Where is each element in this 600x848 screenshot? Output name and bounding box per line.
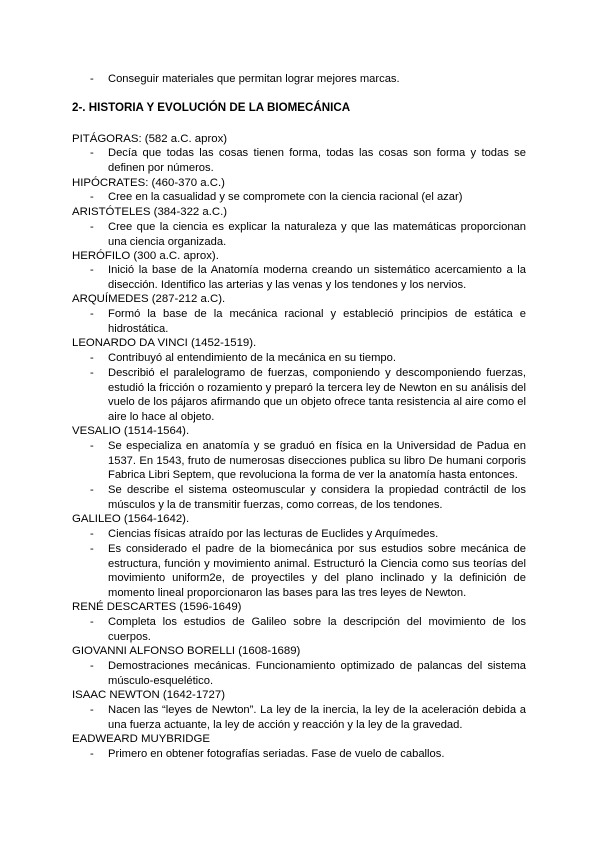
bullet-dash: -	[90, 221, 94, 233]
bullet-dash: -	[90, 660, 94, 672]
entry-head-hipocrates: HIPÓCRATES: (460-370 a.C.)	[72, 177, 225, 189]
bullet-text: Contribuyó al entendimiento de la mecánica en su tiempo.	[108, 352, 396, 364]
bullet-text: Cree en la casualidad y se compromete con la ciencia racional (el azar)	[108, 191, 463, 203]
bullet-dash: -	[90, 308, 94, 320]
bullet-dash: -	[90, 352, 94, 364]
bullet-dash: -	[90, 440, 94, 452]
entry-head-aristoteles: ARISTÓTELES (384-322 a.C.)	[72, 206, 228, 218]
bullet-dash: -	[90, 704, 94, 716]
bullet-text: Completa los estudios de Galileo sobre la descripción del movimiento de los cuerpos.	[108, 616, 526, 643]
bullet-dash: -	[90, 147, 94, 159]
entry-head-borelli: GIOVANNI ALFONSO BORELLI (1608-1689)	[72, 645, 301, 657]
bullet-text: Se describe el sistema osteomuscular y considera la propiedad contráctil de los músculos y la de transmitir fuerzas, como correas, de los tendones.	[108, 484, 526, 511]
entry-head-herofilo: HERÓFILO (300 a.C. aprox).	[72, 250, 219, 262]
bullet-text: Inició la base de la Anatomía moderna creando un sistemático acercamiento a la disección. Identifico las arterias y las venas y los tendones y los nervios.	[108, 264, 526, 291]
bullet-dash: -	[90, 748, 94, 760]
entry-head-galileo: GALILEO (1564-1642).	[72, 513, 190, 525]
intro-bullet-text: Conseguir materiales que permitan lograr mejores marcas.	[108, 73, 400, 85]
bullet-dash: -	[90, 264, 94, 276]
bullet-text: Describió el paralelogramo de fuerzas, componiendo y descomponiendo fuerzas, estudió la fricción o rozamiento y preparó la tercera ley de Newton en su análisis del vuelo de los pájaros afirmando que un objeto ofrece tanta resistencia al aire como el aire lo hace al objeto.	[108, 367, 526, 423]
bullet-text: Primero en obtener fotografías seriadas. Fase de vuelo de caballos.	[108, 748, 445, 760]
bullet-text: Formó la base de la mecánica racional y estableció principios de estática e hidrostática.	[108, 308, 526, 335]
bullet-text: Demostraciones mecánicas. Funcionamiento optimizado de palancas del sistema músculo-esquelético.	[108, 660, 526, 687]
entry-head-descartes: RENÉ DESCARTES (1596-1649)	[72, 601, 242, 613]
bullet-text: Es considerado el padre de la biomecánica por sus estudios sobre mecánica de estructura, función y movimiento animal. Estructuró la Ciencia como sus teorías del movimiento uniform2e, de proyectiles y del plano inclinado y la definición de momento lineal proporcionaron las bases para las tres leyes de Newton.	[108, 543, 526, 599]
entry-head-vesalio: VESALIO (1514-1564).	[72, 425, 190, 437]
bullet-text: Se especializa en anatomía y se graduó en física en la Universidad de Padua en 1537. En 1543, fruto de numerosas disecciones publica su libro De humani corporis Fabrica Libri Septem, que revoluciona la forma de ver la anatomía hasta entonces.	[108, 440, 526, 482]
entry-head-pitagoras: PITÁGORAS: (582 a.C. aprox)	[72, 133, 228, 145]
entry-head-arquimedes: ARQUÍMEDES (287-212 a.C).	[72, 293, 226, 305]
bullet-dash: -	[90, 73, 94, 85]
bullet-dash: -	[90, 616, 94, 628]
section-title: 2-. HISTORIA Y EVOLUCIÓN DE LA BIOMECÁNICA	[72, 101, 351, 114]
entry-head-muybridge: EADWEARD MUYBRIDGE	[72, 733, 210, 745]
bullet-dash: -	[90, 191, 94, 203]
entry-head-leonardo: LEONARDO DA VINCI (1452-1519).	[72, 337, 257, 349]
bullet-text: Decía que todas las cosas tienen forma, todas las cosas son forma y todas se definen por números.	[108, 147, 526, 174]
bullet-dash: -	[90, 528, 94, 540]
bullet-text: Ciencias físicas atraído por las lecturas de Euclides y Arquímedes.	[108, 528, 439, 540]
bullet-dash: -	[90, 367, 94, 379]
bullet-dash: -	[90, 484, 94, 496]
bullet-dash: -	[90, 543, 94, 555]
bullet-text: Cree que la ciencia es explicar la naturaleza y que las matemáticas proporcionan una ciencia organizada.	[108, 221, 526, 248]
entry-head-newton: ISAAC NEWTON (1642-1727)	[72, 689, 225, 701]
bullet-text: Nacen las “leyes de Newton”. La ley de la inercia, la ley de la aceleración debida a una fuerza actuante, la ley de acción y reacción y la ley de la gravedad.	[108, 704, 526, 731]
